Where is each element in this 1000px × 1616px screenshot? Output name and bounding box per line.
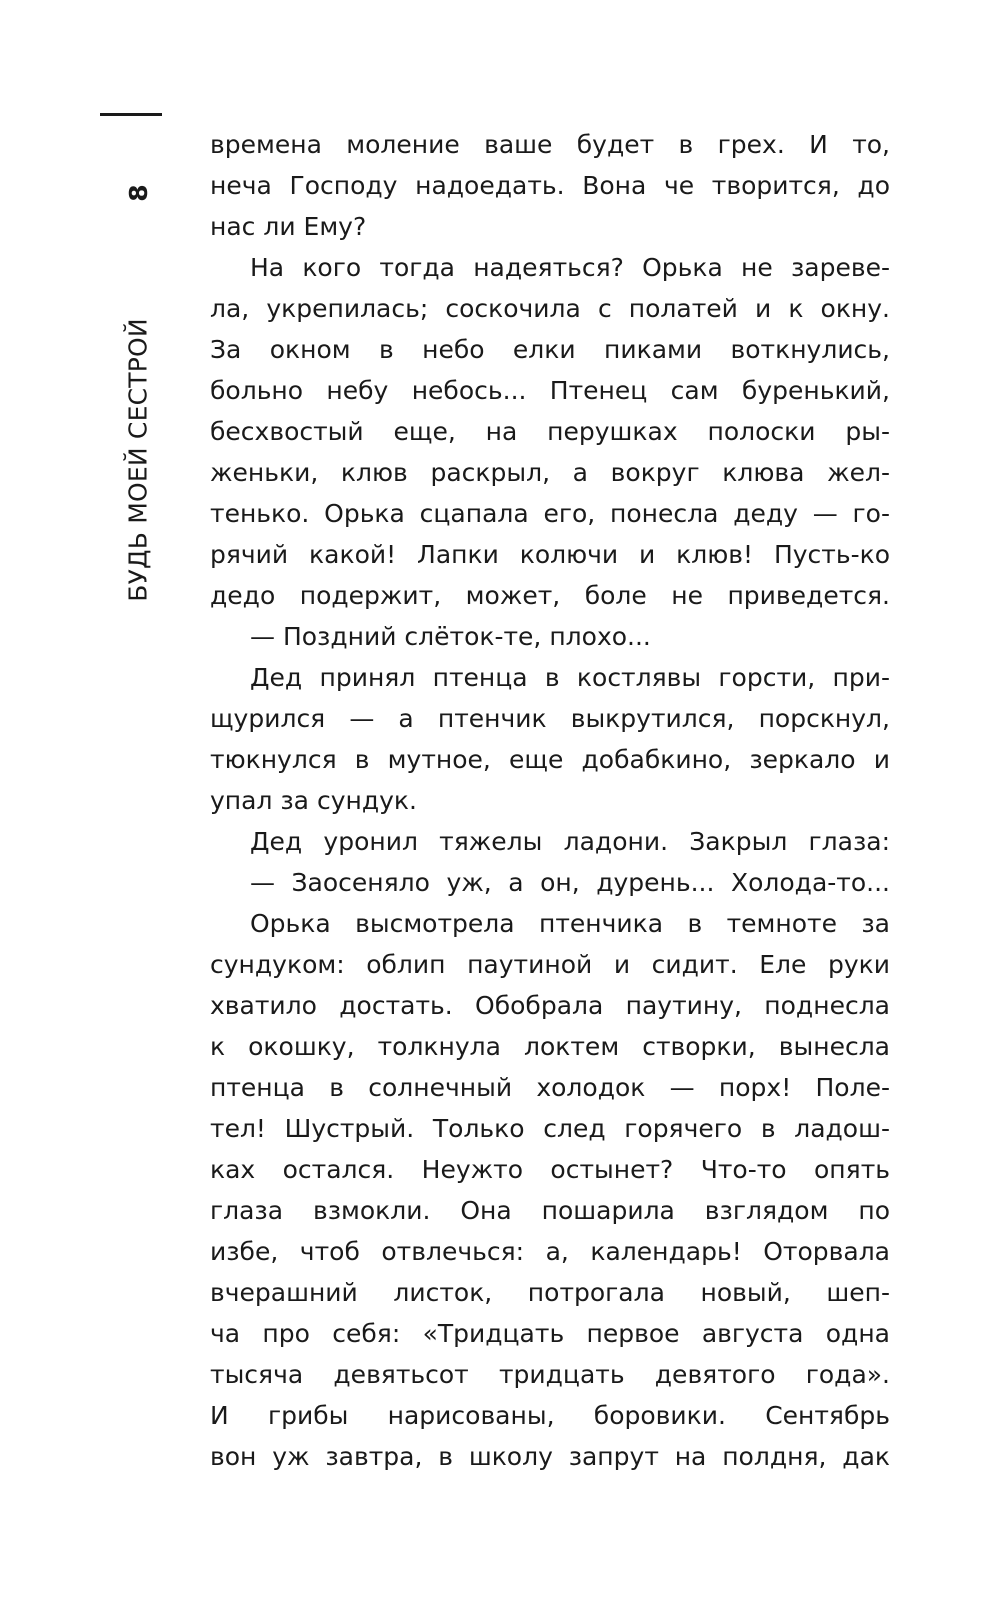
page-number: 8	[123, 184, 153, 202]
text-line: дедо подержит, может, боле не приведется.	[210, 581, 890, 610]
top-rule	[100, 113, 162, 116]
text-line: Дед принял птенца в костлявы горсти, при-	[250, 663, 890, 692]
text-line: Дед уронил тяжелы ладони. Закрыл глаза:	[250, 827, 890, 856]
text-line: времена моление ваше будет в грех. И то,	[210, 130, 890, 159]
text-line: избе, чтоб отвлечься: а, календарь! Оторвала	[210, 1237, 890, 1266]
text-line: ках остался. Неужто остынет? Что-то опять	[210, 1155, 890, 1184]
text-line: упал за сундук.	[210, 786, 417, 815]
text-line: к окошку, толкнула локтем створки, вынесла	[210, 1032, 890, 1061]
text-line: бесхвостый еще, на перушках полоски ры-	[210, 417, 890, 446]
running-title: БУДЬ МОЕЙ СЕСТРОЙ	[123, 318, 153, 602]
text-line: На кого тогда надеяться? Орька не зареве-	[250, 253, 890, 282]
text-line: нас ли Ему?	[210, 212, 367, 241]
text-line: За окном в небо елки пиками воткнулись,	[210, 335, 890, 364]
text-line: ча про себя: «Тридцать первое августа одна	[210, 1319, 890, 1348]
text-line: неча Господу надоедать. Вона че творится, до	[210, 171, 890, 200]
text-line: тел! Шустрый. Только след горячего в ладош-	[210, 1114, 890, 1143]
text-line: тюкнулся в мутное, еще добабкино, зеркало и	[210, 745, 890, 774]
text-line: сундуком: облип паутиной и сидит. Еле руки	[210, 950, 890, 979]
text-line: больно небу небось... Птенец сам буренький,	[210, 376, 890, 405]
text-line: глаза взмокли. Она пошарила взглядом по	[210, 1196, 890, 1225]
text-line: хватило достать. Обобрала паутину, поднесла	[210, 991, 890, 1020]
text-line: вон уж завтра, в школу запрут на полдня, дак	[210, 1442, 890, 1471]
text-line: щурился — а птенчик выкрутился, порскнул,	[210, 704, 890, 733]
text-line: рячий какой! Лапки колючи и клюв! Пусть-ко	[210, 540, 890, 569]
text-line: тысяча девятьсот тридцать девятого года».	[210, 1360, 890, 1389]
text-line: И грибы нарисованы, боровики. Сентябрь	[210, 1401, 890, 1430]
text-line: ла, укрепилась; соскочила с полатей и к окну.	[210, 294, 890, 323]
text-line: птенца в солнечный холодок — порх! Поле-	[210, 1073, 890, 1102]
text-line: Орька высмотрела птенчика в темноте за	[250, 909, 890, 938]
text-line: вчерашний листок, потрогала новый, шеп-	[210, 1278, 890, 1307]
text-line: — Заосеняло уж, а он, дурень... Холода-то...	[250, 868, 890, 897]
text-line: — Поздний слёток-те, плохо...	[250, 622, 651, 651]
body-text	[210, 124, 890, 1477]
text-line: тенько. Орька сцапала его, понесла деду — го-	[210, 499, 890, 528]
text-line: женьки, клюв раскрыл, а вокруг клюва жел-	[210, 458, 890, 487]
